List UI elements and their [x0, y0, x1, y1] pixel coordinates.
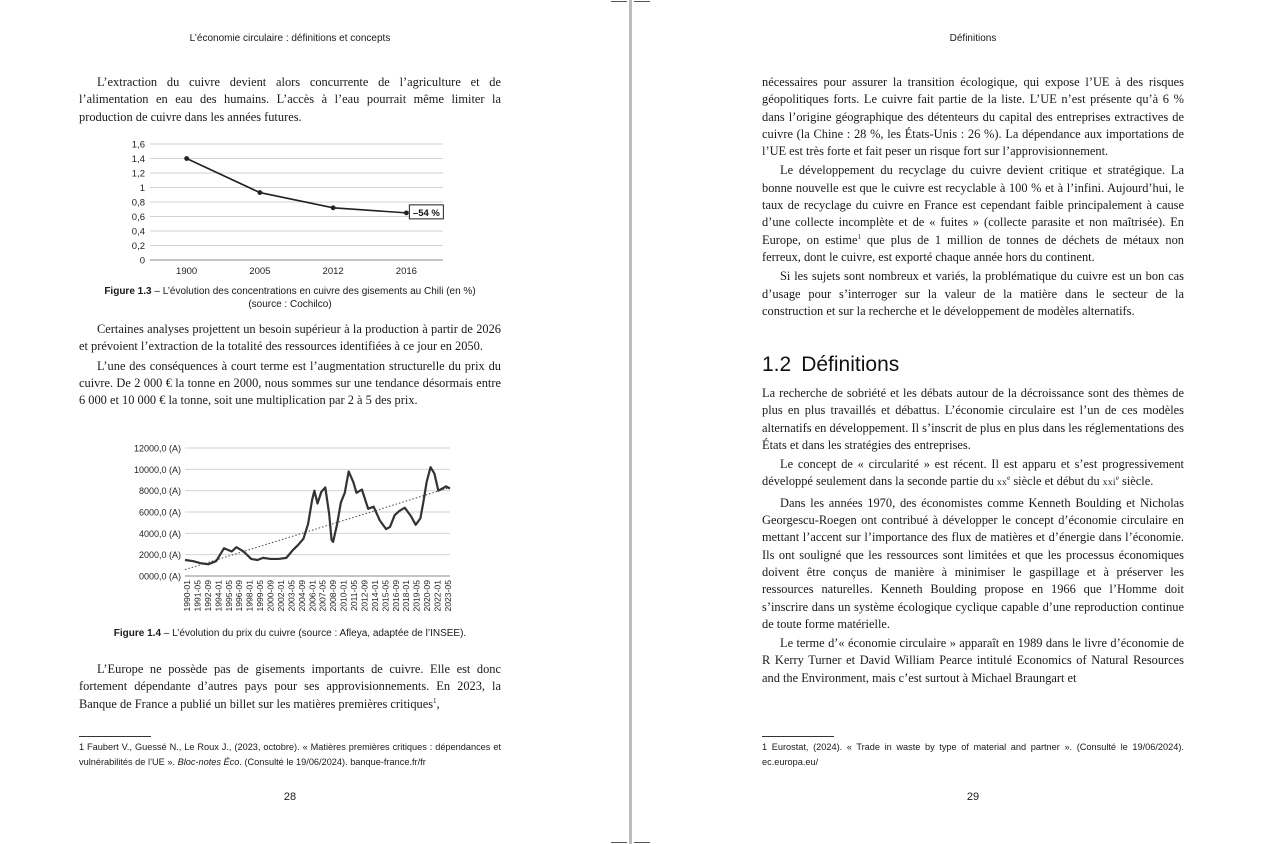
- footnote-right: 1 Eurostat, (2024). « Trade in waste by type of material and partner ». (Consulté le 19/06/2024). ec.europa.eu/: [762, 742, 1184, 767]
- century-suffix: e: [1115, 474, 1119, 483]
- x-tick-label: 2008-09: [328, 580, 339, 612]
- left-text-bottom: [79, 661, 501, 715]
- x-tick-label: 1900: [176, 266, 198, 277]
- x-tick-label: 2002-01: [275, 580, 286, 612]
- x-tick-label: 2007-05: [317, 580, 328, 612]
- x-tick-label: 2023-05: [443, 580, 453, 612]
- left-page: [0, 0, 630, 844]
- y-tick-label: 6000,0 (A): [138, 507, 181, 518]
- paragraph-text: siècle.: [1118, 474, 1154, 489]
- data-point: [184, 156, 189, 161]
- paragraph-end: ,: [436, 696, 440, 711]
- paragraph: La recherche de sobriété et les débats autour de la décroissance sont des thèmes de plus en plus travaillés et débattus. L’économie circulaire est l’un de ces modèles alternatifs en développement. Il s’inscrit de plus en plus dans les réglementations des États et dans les stratégies des entreprises.: [762, 386, 1184, 452]
- footnote-rule: [762, 736, 834, 737]
- y-tick-label: 4000,0 (A): [138, 528, 181, 539]
- x-tick-label: 1999-05: [255, 580, 266, 612]
- x-tick-label: 2015-05: [380, 580, 391, 612]
- left-text-top: [79, 74, 501, 128]
- x-tick-label: 2012-09: [359, 580, 370, 612]
- left-text-middle: [79, 321, 501, 411]
- x-tick-label: 1996-09: [234, 580, 245, 612]
- x-tick-label: 2022-01: [432, 580, 443, 612]
- figure-1-3-chart: [110, 136, 460, 278]
- data-point: [331, 205, 336, 210]
- x-tick-label: 1995-05: [223, 580, 234, 612]
- paragraph: [762, 162, 1184, 266]
- annotation-label: –54 %: [412, 207, 440, 219]
- y-tick-label: 1,4: [131, 154, 145, 165]
- caption-label: Figure 1.3: [104, 286, 152, 297]
- figure-1-4-chart: [110, 440, 460, 620]
- footnote-italic: Bloc-notes Éco: [177, 757, 240, 767]
- y-tick-label: 1,6: [131, 139, 145, 151]
- y-tick-label: 12000,0 (A): [133, 443, 181, 454]
- x-tick-label: 2018-01: [401, 580, 412, 612]
- y-tick-label: 8000,0 (A): [138, 486, 181, 497]
- x-tick-label: 2003-05: [286, 580, 297, 612]
- y-tick-label: 0,4: [131, 226, 145, 238]
- x-tick-label: 2010-01: [338, 580, 349, 612]
- running-head-right: Définitions: [949, 33, 997, 44]
- footnote-ref: 1: [857, 232, 861, 241]
- paragraph: Le terme d’« économie circulaire » apparaît en 1989 dans le livre d’économie de R Kerry Turner et David William Pearce intitulé Economics of Natural Resources and the Environment, mais c’est surtout à Michael Braungart et: [762, 636, 1184, 685]
- x-tick-label: 2011-05: [349, 580, 360, 611]
- page-number-left: 28: [283, 791, 297, 803]
- section-heading: [762, 353, 899, 377]
- y-tick-label: 0,6: [131, 212, 145, 223]
- x-tick-label: 1990-01: [182, 580, 192, 612]
- x-tick-label: 2012: [322, 266, 344, 277]
- century-suffix: e: [1007, 474, 1011, 483]
- figure-1-3-caption: [80, 285, 500, 311]
- y-tick-label: 0,8: [131, 197, 145, 209]
- data-point: [257, 190, 262, 195]
- footnote-left: [79, 740, 501, 770]
- crop-mark: [611, 1, 627, 2]
- figure-1-4-caption: [80, 627, 500, 640]
- y-tick-label: 0: [139, 255, 145, 267]
- x-tick-label: 2014-01: [369, 580, 380, 612]
- x-tick-label: 1994-01: [213, 580, 224, 612]
- caption-source: (source : Cochilco): [248, 299, 332, 310]
- paragraph-text: Le développement du recyclage du cuivre devient critique et stratégique. La bonne nouvelle est que le cuivre est recyclable à 100 % et à l’infini. Aujourd’hui, le taux de recyclage du cuivre en France est cependant faible principalement à cause d’une collecte incomplète et de « fuites » (collecte parasite et non maîtrisée). En Europe, on estime: [762, 163, 1184, 247]
- x-tick-label: 2020-09: [422, 580, 433, 612]
- footnote-text: 1 Faubert V., Guessé N., Le Roux J., (2023, octobre). « Matières premières critiques : dépendances et vulnérabilités de l’UE ».: [79, 742, 501, 767]
- paragraph: L’extraction du cuivre devient alors concurrente de l’agriculture et de l’alimentation en eau des humains. L’accès à l’eau pourrait même limiter la production de cuivre dans les années futures.: [79, 75, 501, 124]
- paragraph: [762, 456, 1184, 493]
- paragraph: Certaines analyses projettent un besoin supérieur à la production à partir de 2026 et prévoient l’extraction de la totalité des ressources identifiées à ce jour en 2050.: [79, 322, 501, 354]
- crop-mark: [611, 842, 627, 843]
- x-tick-label: 2004-09: [296, 580, 307, 612]
- series-line: [185, 467, 450, 564]
- paragraph: [79, 661, 501, 713]
- y-tick-label: 1,2: [131, 168, 145, 180]
- x-tick-label: 2005: [249, 266, 271, 277]
- caption-text: – L’évolution du prix du cuivre (source : Afleya, adaptée de l’INSEE).: [161, 628, 467, 639]
- century-numeral: xx: [997, 478, 1008, 489]
- footnote-ref: 1: [433, 696, 437, 705]
- y-tick-label: 10000,0 (A): [133, 464, 181, 475]
- x-tick-label: 1992-09: [202, 580, 213, 612]
- x-tick-label: 2016: [395, 266, 417, 277]
- annotation: [409, 205, 443, 219]
- x-tick-label: 1998-01: [244, 580, 255, 612]
- series-line: [187, 159, 407, 213]
- section-number: 1.2: [762, 353, 792, 376]
- x-tick-label: 2000-09: [265, 580, 276, 612]
- right-page: [632, 0, 1265, 844]
- y-tick-label: 2000,0 (A): [138, 550, 181, 561]
- footnote-rule: [79, 736, 151, 737]
- paragraph: L’une des conséquences à court terme est l’augmentation structurelle du prix du cuivre. De 2 000 € la tonne en 2000, nous sommes sur une tendance désormais entre 6 000 et 10 000 € la tonne, soit une multiplication par 2 à 5 des prix.: [79, 358, 501, 408]
- data-point: [404, 210, 409, 215]
- paragraph-text: L’Europe ne possède pas de gisements importants de cuivre. Elle est donc fortement dépendante d’autres pays pour ses approvisionnements. En 2023, la Banque de France a publié un billet sur les matières premières critiques: [79, 662, 501, 711]
- y-tick-label: 0,2: [131, 241, 145, 252]
- paragraph: Dans les années 1970, des économistes comme Kenneth Boulding et Nicholas Georgescu-Roegen ont contribué à développer le concept d’économie circulaire en mettant l’accent sur l’importance des flux de matières et d’énergie dans l’économie. Ils ont souligné que les ressources sont limitées et que les processus économiques doivent être conçus de manière à minimiser le gaspillage et à préserver les ressources naturelles. Kenneth Boulding propose en 1966 que l’Homme doit s’inscrire dans un système écologique cyclique capable d’une reproduction continue de toute forme matérielle.: [762, 495, 1184, 631]
- paragraph: Si les sujets sont nombreux et variés, la problématique du cuivre est un bon cas d’usage pour s’interroger sur la valeur de la matière dans le secteur de la construction et sur la recherche et le développement de modèles alternatifs.: [762, 269, 1184, 318]
- paragraph-text: siècle et début du: [1010, 474, 1103, 489]
- century-numeral: xxi: [1102, 478, 1116, 489]
- y-tick-label: 1: [139, 183, 145, 194]
- caption-label: Figure 1.4: [113, 628, 162, 639]
- x-tick-label: 2016-09: [390, 580, 401, 612]
- caption-text: – L’évolution des concentrations en cuivre des gisements au Chili (en %): [151, 286, 476, 297]
- y-tick-label: 0000,0 (A): [138, 571, 181, 582]
- right-text-bottom: [762, 385, 1184, 689]
- x-tick-label: 1991-05: [192, 580, 203, 612]
- page-number-right: 29: [966, 791, 980, 803]
- x-tick-label: 2006-01: [307, 580, 318, 612]
- right-text-top: [762, 74, 1184, 322]
- paragraph-text: que plus de 1 million de tonnes de déchets de métaux non ferreux, dont le cuivre, est exporté chaque année hors du continent.: [762, 232, 1184, 264]
- running-head-left: L’économie circulaire : définitions et concepts: [189, 33, 391, 44]
- x-tick-label: 2019-05: [411, 580, 422, 612]
- paragraph-text: Le concept de « circularité » est récent. Il est apparu et s’est progressivement développé seulement dans la seconde partie du: [762, 457, 1184, 489]
- footnote-text-end: . (Consulté le 19/06/2024). banque-france.fr/fr: [239, 757, 426, 767]
- paragraph: nécessaires pour assurer la transition écologique, qui expose l’UE à des risques géopolitiques forts. Le cuivre fait partie de la liste. L’UE n’est présente qu’à 6 % dans l’origine géographique des détenteurs du capital des entreprises extractives de cuivre (la Chine : 28 %, les États-Unis : 26 %). La dépendance aux importations de l’UE est très forte et fait peser un risque fort sur l’approvisionnement.: [762, 75, 1184, 159]
- section-title: Définitions: [801, 353, 900, 376]
